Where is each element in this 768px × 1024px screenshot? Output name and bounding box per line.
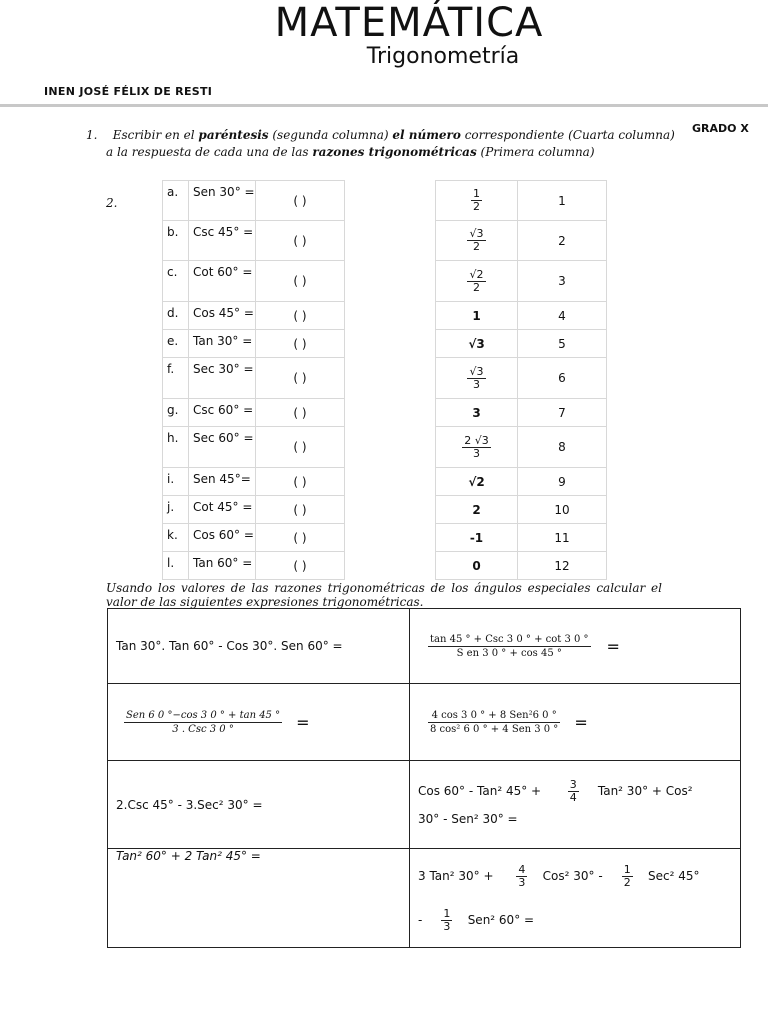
- value-text: -1: [469, 530, 484, 545]
- ratios-table: [162, 180, 345, 580]
- value-text: 3: [472, 405, 481, 420]
- ratio-letter: k.: [163, 524, 189, 552]
- fraction-denominator: 8 cos² 6 0 ° + 4 Sen 3 0 °: [430, 723, 559, 735]
- fraction-numerator: 4 cos 3 0 ° + 8 Sen²6 0 °: [428, 709, 560, 723]
- expr-text: 2.Csc 45° - 3.Sec² 30° =: [116, 797, 263, 812]
- instruction-1: [86, 127, 676, 161]
- fraction-numerator: tan 45 ° + Csc 3 0 ° + cot 3 0 °: [430, 633, 589, 645]
- ratio-expression: Sec 30° =: [189, 358, 256, 399]
- value-cell: [436, 330, 518, 358]
- value-number: 3: [518, 261, 607, 302]
- fraction-numerator: 1: [623, 863, 631, 876]
- expressions-table: [107, 608, 741, 948]
- ratio-letter: f.: [163, 358, 189, 399]
- instruction-bold: el número: [392, 128, 461, 142]
- expr-fraction: [428, 633, 591, 660]
- expr-text: Tan² 30° + Cos²: [597, 783, 693, 798]
- value-cell: [436, 524, 518, 552]
- value-text: 1: [472, 308, 481, 323]
- ratio-row: [163, 261, 345, 302]
- value-number: 1: [518, 181, 607, 221]
- page-subtitle: Trigonometría: [366, 44, 520, 69]
- ratio-row: [163, 181, 345, 221]
- ratio-letter: l.: [163, 552, 189, 580]
- expr-text: 30° - Sen² 30° =: [418, 811, 518, 826]
- expr-cell: [108, 849, 410, 948]
- values-table: [435, 180, 607, 580]
- instruction-bold: razones trigonométricas: [312, 145, 477, 159]
- expr-text: -: [418, 913, 423, 927]
- instruction-text: (Primera columna): [480, 145, 595, 159]
- value-text: 0: [472, 558, 481, 573]
- expr-text: Sen² 60° =: [467, 913, 535, 927]
- fraction-numerator: Sen 6 0 °−cos 3 0 ° + tan 45 °: [126, 709, 281, 721]
- fraction-denominator: 3: [443, 920, 451, 933]
- value-cell: [436, 427, 518, 468]
- fraction-denominator: 3: [472, 446, 480, 460]
- ratio-letter: d.: [163, 302, 189, 330]
- value-number: 8: [518, 427, 607, 468]
- ratio-row: [163, 399, 345, 427]
- fraction-denominator: 2: [472, 240, 480, 253]
- instruction-text: a la respuesta de cada una de las: [106, 145, 309, 159]
- ratio-letter: b.: [163, 221, 189, 261]
- value-cell: [436, 358, 518, 399]
- expr-fraction: [124, 709, 282, 736]
- answer-parenthesis[interactable]: ( ): [256, 358, 345, 399]
- value-row: [436, 330, 607, 358]
- fraction-numerator: 3: [569, 777, 577, 791]
- value-row: [436, 468, 607, 496]
- value-row: [436, 524, 607, 552]
- ratio-expression: Tan 60° =: [189, 552, 256, 580]
- ratio-letter: j.: [163, 496, 189, 524]
- header-divider: [0, 104, 768, 107]
- answer-parenthesis[interactable]: ( ): [256, 468, 345, 496]
- fraction-numerator: 4: [518, 863, 526, 876]
- fraction-denominator: S en 3 0 ° + cos 45 °: [456, 647, 562, 659]
- value-number: 12: [518, 552, 607, 580]
- expr-text: Sec² 45°: [648, 869, 700, 883]
- instruction-number-2: 2.: [106, 196, 118, 210]
- ratio-expression: Csc 60° =: [189, 399, 256, 427]
- answer-parenthesis[interactable]: ( ): [256, 261, 345, 302]
- expr-cell: [410, 849, 741, 948]
- ratio-expression: Sen 45°=: [189, 468, 256, 496]
- value-row: [436, 552, 607, 580]
- ratio-row: [163, 302, 345, 330]
- fraction-numerator: √2: [469, 267, 484, 281]
- value-fraction: [467, 366, 485, 391]
- equals-sign: =: [606, 636, 620, 656]
- expr-cell: [410, 609, 741, 684]
- expr-fraction: [568, 779, 579, 804]
- ratio-row: [163, 468, 345, 496]
- ratio-expression: Cos 60° =: [189, 524, 256, 552]
- fraction-numerator: √3: [469, 364, 484, 378]
- instruction-bold: paréntesis: [198, 128, 269, 142]
- ratio-row: [163, 221, 345, 261]
- value-number: 7: [518, 399, 607, 427]
- value-row: [436, 358, 607, 399]
- ratio-letter: g.: [163, 399, 189, 427]
- equals-sign: =: [574, 712, 588, 732]
- ratio-expression: Sen 30° =: [189, 181, 256, 221]
- ratio-expression: Sec 60° =: [189, 427, 256, 468]
- expr-text: Tan² 60° + 2 Tan² 45° =: [116, 849, 261, 863]
- expr-cell: [410, 761, 741, 849]
- value-cell: [436, 302, 518, 330]
- expr-fraction: [622, 864, 633, 889]
- answer-parenthesis[interactable]: ( ): [256, 496, 345, 524]
- ratio-expression: Cos 45° =: [189, 302, 256, 330]
- expr-cell: [410, 684, 741, 761]
- fraction-numerator: √3: [469, 227, 484, 240]
- ratio-expression: Cot 45° =: [189, 496, 256, 524]
- ratio-row: [163, 330, 345, 358]
- value-text: √3: [468, 336, 485, 351]
- value-cell: [436, 552, 518, 580]
- answer-parenthesis[interactable]: ( ): [256, 399, 345, 427]
- value-row: [436, 496, 607, 524]
- value-fraction: [467, 228, 485, 253]
- ratio-letter: h.: [163, 427, 189, 468]
- answer-parenthesis[interactable]: ( ): [256, 181, 345, 221]
- equals-sign: =: [296, 712, 310, 732]
- expr-fraction: [428, 709, 560, 736]
- value-fraction: [471, 188, 482, 213]
- ratio-row: [163, 524, 345, 552]
- value-row: [436, 261, 607, 302]
- value-row: [436, 302, 607, 330]
- answer-parenthesis[interactable]: ( ): [256, 302, 345, 330]
- fraction-denominator: 2: [623, 876, 631, 889]
- value-row: [436, 399, 607, 427]
- fraction-numerator: 1: [443, 907, 451, 920]
- expr-cell: [108, 609, 410, 684]
- ratio-letter: i.: [163, 468, 189, 496]
- answer-parenthesis[interactable]: ( ): [256, 427, 345, 468]
- value-fraction: [462, 435, 491, 460]
- fraction-denominator: 3: [472, 377, 480, 391]
- fraction-denominator: 3: [518, 876, 526, 889]
- fraction-denominator: 2: [473, 200, 480, 213]
- instruction-number: 1.: [86, 128, 98, 142]
- ratio-row: [163, 427, 345, 468]
- expr-text: Cos² 30° -: [542, 869, 603, 883]
- value-cell: [436, 221, 518, 261]
- value-cell: [436, 181, 518, 221]
- value-row: [436, 221, 607, 261]
- value-number: 4: [518, 302, 607, 330]
- value-number: 2: [518, 221, 607, 261]
- value-fraction: [467, 269, 485, 294]
- ratio-expression: Tan 30° =: [189, 330, 256, 358]
- value-cell: [436, 261, 518, 302]
- value-text: √2: [468, 474, 485, 489]
- expr-text: Tan 30°. Tan 60° - Cos 30°. Sen 60° =: [116, 639, 343, 653]
- ratio-letter: a.: [163, 181, 189, 221]
- answer-parenthesis[interactable]: ( ): [256, 330, 345, 358]
- value-cell: [436, 468, 518, 496]
- answer-parenthesis[interactable]: ( ): [256, 552, 345, 580]
- ratio-letter: c.: [163, 261, 189, 302]
- school-name: INEN JOSÉ FÉLIX DE RESTI: [44, 85, 213, 98]
- expr-cell: [108, 684, 410, 761]
- expr-text: Cos 60° - Tan² 45° +: [418, 783, 542, 798]
- expr-fraction: [516, 864, 527, 889]
- value-text: 2: [472, 502, 481, 517]
- ratio-letter: e.: [163, 330, 189, 358]
- expr-text: 3 Tan² 30° +: [418, 869, 494, 883]
- ratio-expression: Csc 45° =: [189, 221, 256, 261]
- fraction-denominator: 2: [472, 280, 480, 294]
- instruction-text: correspondiente (Cuarta columna): [464, 128, 675, 142]
- answer-parenthesis[interactable]: ( ): [256, 221, 345, 261]
- value-number: 11: [518, 524, 607, 552]
- grade-label: GRADO X: [692, 122, 749, 135]
- value-row: [436, 427, 607, 468]
- ratio-expression: Cot 60° =: [189, 261, 256, 302]
- expr-cell: [108, 761, 410, 849]
- ratio-row: [163, 358, 345, 399]
- fraction-numerator: 2 √3: [464, 433, 489, 447]
- instruction-text: (segunda columna): [272, 128, 389, 142]
- fraction-denominator: 4: [569, 790, 577, 804]
- value-number: 6: [518, 358, 607, 399]
- instruction-text: Escribir en el: [112, 128, 195, 142]
- value-number: 10: [518, 496, 607, 524]
- value-row: [436, 181, 607, 221]
- value-cell: [436, 496, 518, 524]
- page-title: MATEMÁTICA: [274, 0, 544, 46]
- value-cell: [436, 399, 518, 427]
- ratio-row: [163, 496, 345, 524]
- value-number: 9: [518, 468, 607, 496]
- fraction-numerator: 1: [473, 187, 480, 200]
- value-number: 5: [518, 330, 607, 358]
- answer-parenthesis[interactable]: ( ): [256, 524, 345, 552]
- expr-fraction: [441, 908, 452, 933]
- ratio-row: [163, 552, 345, 580]
- instruction-2: Usando los valores de las razones trigonométricas de los ángulos especiales calcular el valor de las siguientes expresiones trigonométricas.: [106, 581, 662, 609]
- fraction-denominator: 3 . Csc 3 0 °: [172, 723, 234, 735]
